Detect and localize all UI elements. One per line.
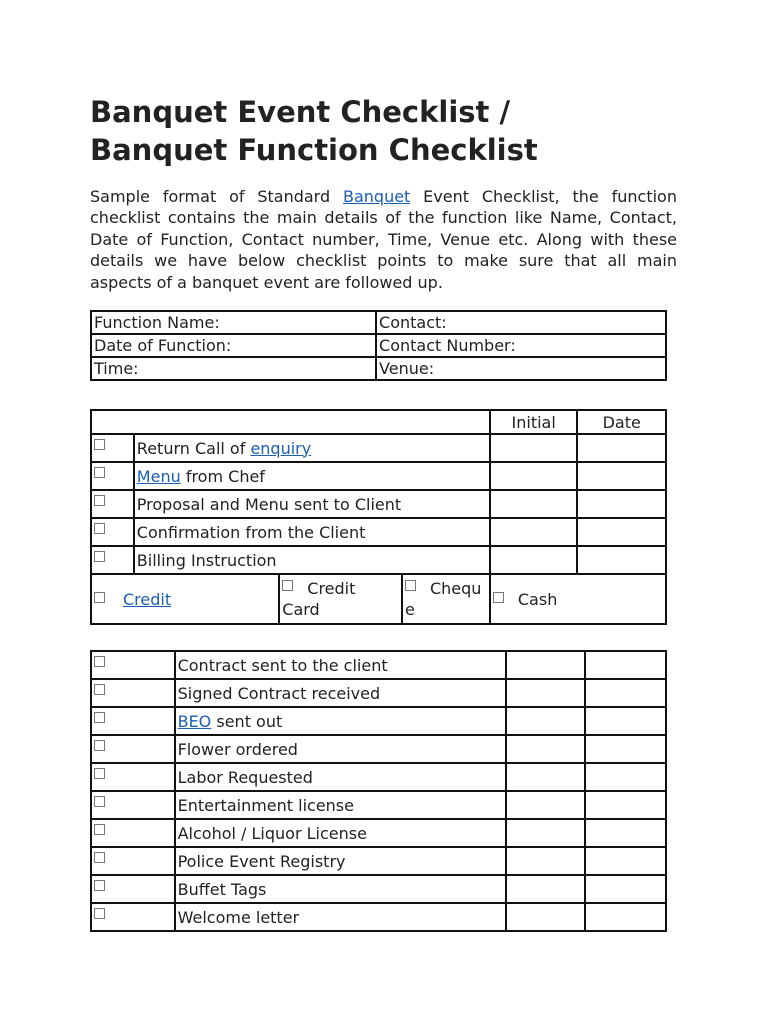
checkbox-cell[interactable]: [91, 875, 175, 903]
checkbox-icon[interactable]: [282, 580, 293, 591]
details-cell[interactable]: Contact:: [376, 311, 666, 334]
checkbox-icon[interactable]: [94, 467, 105, 478]
date-cell[interactable]: [577, 434, 666, 462]
date-cell[interactable]: [585, 707, 666, 735]
credit-card-line-2: Card: [282, 600, 320, 619]
checklist-item-label: [134, 434, 490, 462]
date-cell[interactable]: [577, 462, 666, 490]
item-link[interactable]: BEO: [177, 711, 212, 731]
checklist-item-label: [175, 875, 506, 903]
checklist-row: [91, 735, 666, 763]
initial-cell[interactable]: [490, 490, 578, 518]
checklist-row: [91, 847, 666, 875]
intro-text-after: Event Checklist, the function checklist contains the main details of the function like Name, Contact, Date of Function, Contact number, Time, Venue etc. Along with these details we have below checklist points to make sure that all main aspects of a banquet event are followed up.: [90, 187, 677, 292]
initial-cell[interactable]: [506, 791, 586, 819]
checklist-row: [91, 546, 666, 574]
date-cell[interactable]: [585, 679, 666, 707]
details-cell[interactable]: Contact Number:: [376, 334, 666, 357]
checkbox-icon[interactable]: [94, 796, 105, 807]
item-text: Return Call of: [136, 438, 251, 458]
initial-cell[interactable]: [506, 875, 586, 903]
payment-credit-card-cell[interactable]: [279, 574, 402, 624]
checkbox-cell[interactable]: [91, 490, 134, 518]
initial-cell[interactable]: [506, 707, 586, 735]
initial-cell[interactable]: [506, 903, 586, 931]
checkbox-cell[interactable]: [91, 679, 175, 707]
item-text: Alcohol / Liquor License: [177, 823, 367, 843]
details-cell[interactable]: Date of Function:: [91, 334, 376, 357]
checklist-item-label: [175, 819, 506, 847]
cheque-line-2: e: [404, 600, 415, 619]
checklist-row: [91, 875, 666, 903]
payment-cash-cell[interactable]: [490, 574, 666, 624]
checkbox-cell[interactable]: [91, 763, 175, 791]
initial-cell[interactable]: [490, 434, 578, 462]
item-text: Buffet Tags: [177, 879, 267, 899]
checklist-item-label: [134, 462, 490, 490]
checkbox-icon[interactable]: [94, 656, 105, 667]
checkbox-icon[interactable]: [94, 495, 105, 506]
checklist-row: [91, 819, 666, 847]
checklist-item-label: [175, 791, 506, 819]
header-initial: Initial: [490, 410, 578, 434]
checkbox-cell[interactable]: [91, 707, 175, 735]
checkbox-icon[interactable]: [94, 880, 105, 891]
date-cell[interactable]: [577, 546, 666, 574]
checklist-item-label: [175, 903, 506, 931]
checklist-item-label: [175, 763, 506, 791]
checklist-item-label: [134, 546, 490, 574]
initial-cell[interactable]: [506, 735, 586, 763]
cheque-line-1: Chequ: [429, 579, 482, 598]
checkbox-cell[interactable]: [91, 735, 175, 763]
checkbox-cell[interactable]: [91, 651, 175, 679]
checkbox-icon[interactable]: [94, 712, 105, 723]
checkbox-cell[interactable]: [91, 903, 175, 931]
checkbox-icon[interactable]: [94, 852, 105, 863]
checkbox-icon[interactable]: [94, 908, 105, 919]
checkbox-cell[interactable]: [91, 462, 134, 490]
date-cell[interactable]: [585, 875, 666, 903]
checklist-row: [91, 791, 666, 819]
checklist-row: [91, 679, 666, 707]
title-line-1: Banquet Event Checklist /: [90, 95, 511, 129]
checkbox-cell[interactable]: [91, 518, 134, 546]
date-cell[interactable]: [585, 651, 666, 679]
item-text: Entertainment license: [177, 795, 354, 815]
checklist-item-label: [175, 707, 506, 735]
checkbox-cell[interactable]: [91, 546, 134, 574]
date-cell[interactable]: [585, 763, 666, 791]
credit-card-line-1: Credit: [307, 579, 356, 598]
checklist-table-2: [90, 650, 667, 932]
date-cell[interactable]: [585, 791, 666, 819]
intro-paragraph: [90, 186, 677, 293]
credit-card-label: [282, 578, 401, 620]
date-cell[interactable]: [585, 735, 666, 763]
details-row: [91, 334, 666, 357]
details-cell[interactable]: Time:: [91, 357, 376, 380]
date-cell[interactable]: [577, 490, 666, 518]
item-text-suffix: from Chef: [180, 466, 265, 486]
checklist-row: [91, 763, 666, 791]
payment-cheque-cell[interactable]: [402, 574, 490, 624]
checklist-item-label: [175, 735, 506, 763]
initial-cell[interactable]: [490, 518, 578, 546]
checklist-row: [91, 707, 666, 735]
checkbox-icon[interactable]: [94, 439, 105, 450]
initial-cell[interactable]: [490, 462, 578, 490]
checkbox-icon[interactable]: [94, 824, 105, 835]
banquet-link[interactable]: Banquet: [342, 187, 411, 206]
page-title: [90, 93, 690, 169]
details-cell[interactable]: Function Name:: [91, 311, 376, 334]
item-text-suffix: sent out: [211, 711, 283, 731]
credit-link[interactable]: Credit: [123, 589, 172, 609]
initial-cell[interactable]: [506, 847, 586, 875]
payment-method-row: [91, 574, 666, 624]
details-cell[interactable]: Venue:: [376, 357, 666, 380]
checklist-table-1: [90, 409, 667, 625]
header-date: Date: [577, 410, 666, 434]
initial-cell[interactable]: [506, 651, 586, 679]
checkbox-icon[interactable]: [94, 740, 105, 751]
checkbox-cell[interactable]: [91, 847, 175, 875]
checkbox-cell[interactable]: [91, 791, 175, 819]
checklist-row: [91, 462, 666, 490]
cash-label: Cash: [517, 589, 558, 609]
checklist-item-label: [175, 847, 506, 875]
checklist-header-row: [91, 410, 666, 434]
checklist-item-label: [134, 490, 490, 518]
checkbox-cell[interactable]: [91, 819, 175, 847]
item-text: Welcome letter: [177, 907, 300, 927]
checklist-item-label: [175, 679, 506, 707]
date-cell[interactable]: [585, 903, 666, 931]
checklist-row: [91, 434, 666, 462]
title-line-2: Banquet Function Checklist: [90, 133, 538, 167]
checklist-row: [91, 651, 666, 679]
item-text: Signed Contract received: [177, 683, 381, 703]
date-cell[interactable]: [577, 518, 666, 546]
header-blank-cell: [91, 410, 490, 434]
item-link[interactable]: enquiry: [250, 438, 312, 458]
initial-cell[interactable]: [506, 763, 586, 791]
details-row: [91, 357, 666, 380]
initial-cell[interactable]: [490, 546, 578, 574]
checkbox-icon[interactable]: [94, 523, 105, 534]
item-text: Contract sent to the client: [177, 655, 388, 675]
item-text: Billing Instruction: [136, 550, 277, 570]
date-cell[interactable]: [585, 819, 666, 847]
checkbox-icon[interactable]: [94, 551, 105, 562]
checklist-item-label: [175, 651, 506, 679]
intro-text-before: Sample format of Standard: [90, 187, 343, 206]
checkbox-cell[interactable]: [91, 434, 134, 462]
date-cell[interactable]: [585, 847, 666, 875]
function-details-table: [90, 310, 667, 381]
checklist-row: [91, 518, 666, 546]
checkbox-icon[interactable]: [94, 684, 105, 695]
item-text: Police Event Registry: [177, 851, 346, 871]
item-text: Flower ordered: [177, 739, 298, 759]
item-text: Confirmation from the Client: [136, 522, 366, 542]
details-row: [91, 311, 666, 334]
cheque-label: [405, 578, 489, 620]
checkbox-icon[interactable]: [94, 592, 105, 603]
checklist-item-label: [134, 518, 490, 546]
item-text: Proposal and Menu sent to Client: [136, 494, 402, 514]
initial-cell[interactable]: [506, 819, 586, 847]
item-link[interactable]: Menu: [136, 466, 181, 486]
initial-cell[interactable]: [506, 679, 586, 707]
payment-credit-cell[interactable]: [91, 574, 279, 624]
checkbox-icon[interactable]: [493, 592, 504, 603]
checklist-row: [91, 490, 666, 518]
checkbox-icon[interactable]: [405, 580, 416, 591]
checkbox-icon[interactable]: [94, 768, 105, 779]
item-text: Labor Requested: [177, 767, 313, 787]
checklist-row: [91, 903, 666, 931]
